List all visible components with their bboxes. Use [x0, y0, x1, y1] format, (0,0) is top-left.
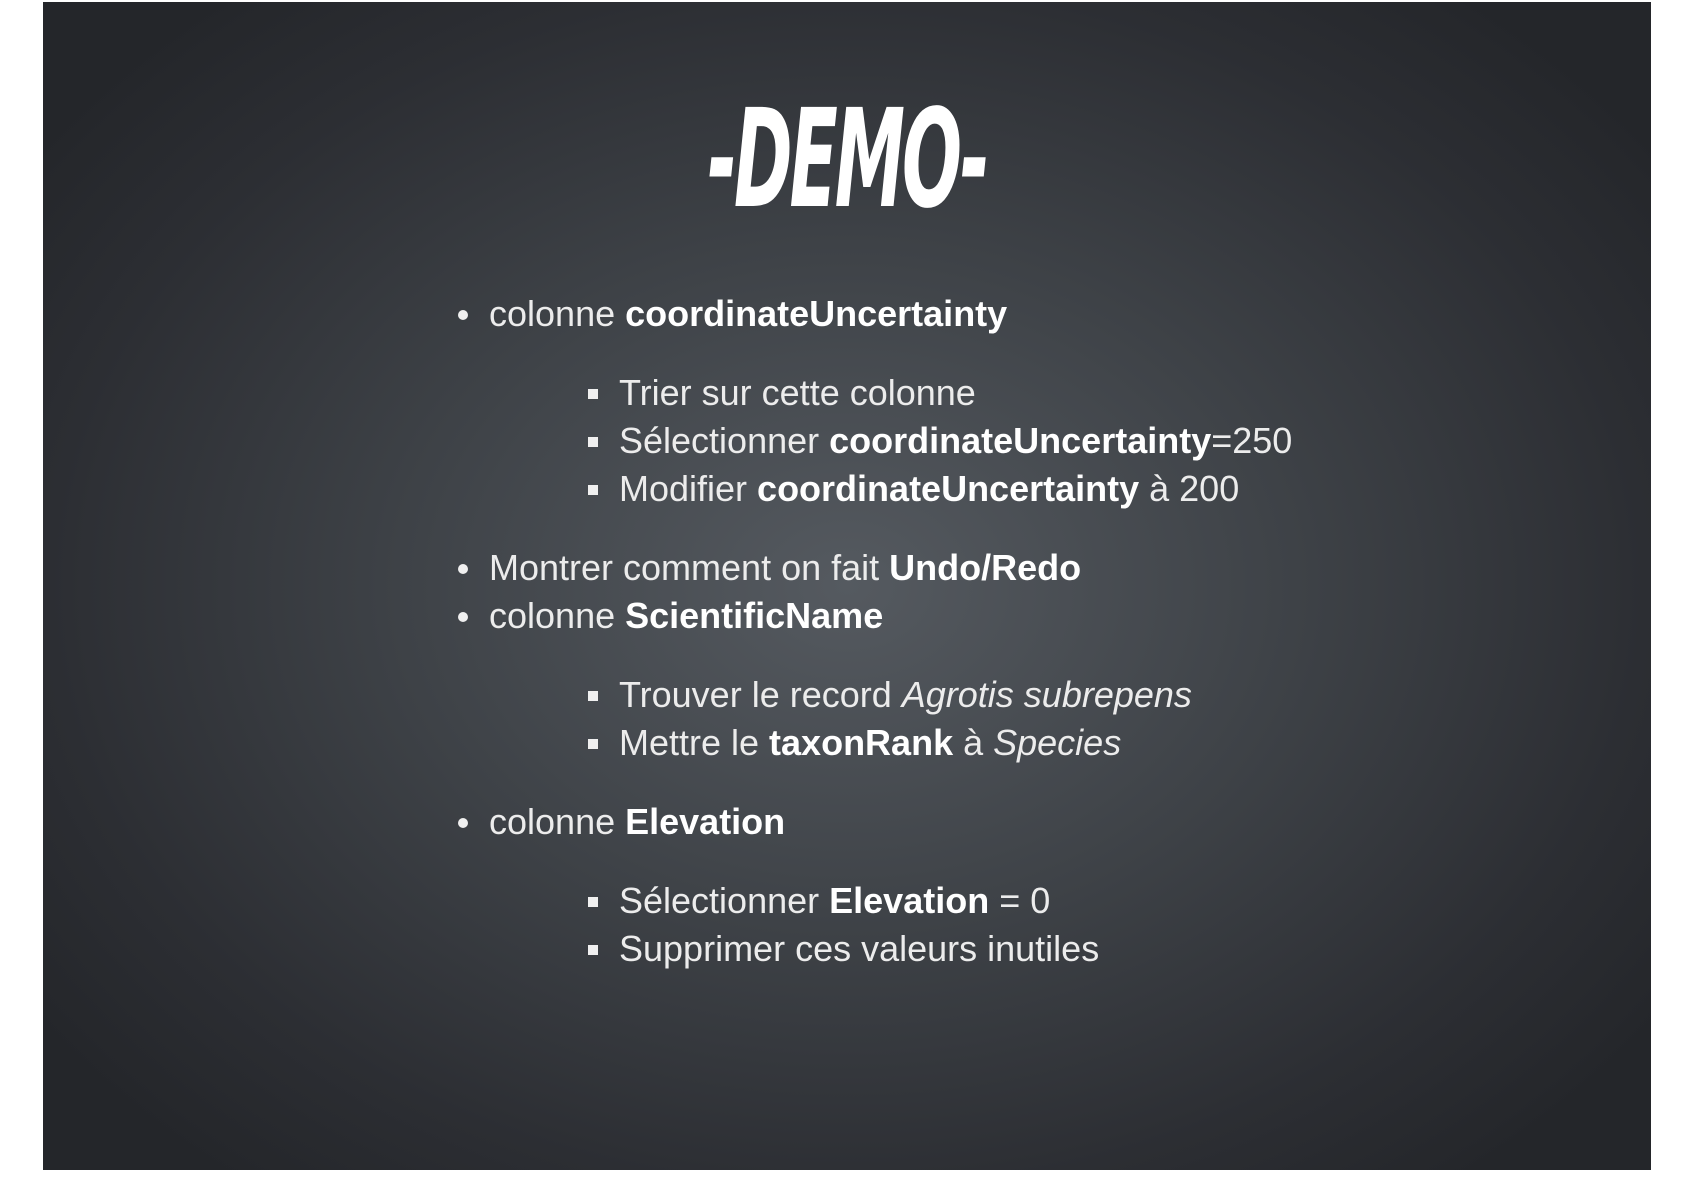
sub-bullet-item: Trouver le record Agrotis subrepens [619, 673, 1192, 717]
bullet-square-icon [588, 485, 598, 495]
sub-bullet-item: Mettre le taxonRank à Species [619, 721, 1121, 765]
bullet-square-icon [588, 945, 598, 955]
bullet-item: colonne Elevation [489, 800, 785, 844]
bullet-disc-icon [458, 310, 468, 320]
bullet-disc-icon [458, 612, 468, 622]
sub-bullet-item: Modifier coordinateUncertainty à 200 [619, 467, 1239, 511]
bullet-disc-icon [458, 818, 468, 828]
slide [43, 2, 1651, 1170]
slide-title: -DEMO- [707, 81, 987, 239]
bullet-item: Montrer comment on fait Undo/Redo [489, 546, 1081, 590]
bullet-item: colonne coordinateUncertainty [489, 292, 1007, 336]
bullet-square-icon [588, 437, 598, 447]
bullet-square-icon [588, 739, 598, 749]
sub-bullet-item: Trier sur cette colonne [619, 371, 976, 415]
bullet-square-icon [588, 691, 598, 701]
sub-bullet-item: Sélectionner coordinateUncertainty=250 [619, 419, 1292, 463]
bullet-disc-icon [458, 564, 468, 574]
bullet-square-icon [588, 389, 598, 399]
slide-title-container [43, 81, 1651, 239]
bullet-item: colonne ScientificName [489, 594, 883, 638]
sub-bullet-item: Supprimer ces valeurs inutiles [619, 927, 1099, 971]
bullet-square-icon [588, 897, 598, 907]
sub-bullet-item: Sélectionner Elevation = 0 [619, 879, 1050, 923]
